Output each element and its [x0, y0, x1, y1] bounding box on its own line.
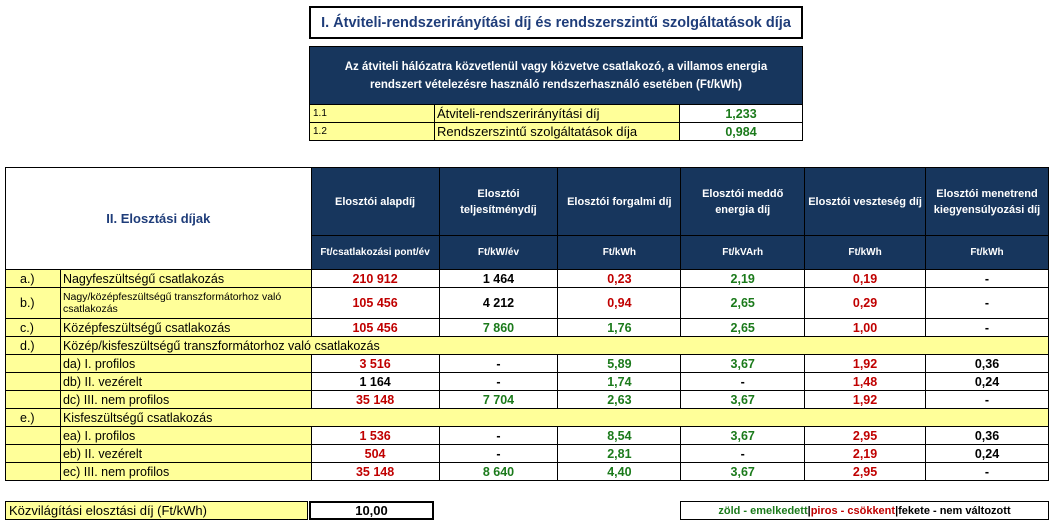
section-label: Kisfeszültségű csatlakozás [60, 409, 1048, 427]
row-name: Nagyfeszültségű csatlakozás [60, 270, 311, 288]
page-title: I. Átviteli-rendszerirányítási díj és rendszerszintű szolgáltatások díja [309, 6, 803, 39]
fee-value: 2,63 [558, 391, 681, 409]
fee-value: 0,19 [805, 270, 926, 288]
distribution-table [5, 167, 1049, 481]
fee-value: 1,76 [558, 319, 681, 337]
fee-value: - [925, 319, 1048, 337]
fee-value: 2,19 [805, 445, 926, 463]
column-unit: Ft/csatlakozási pont/év [311, 236, 439, 270]
table-row [6, 427, 1049, 445]
row-value: 0,984 [680, 123, 803, 141]
fee-value: 0,23 [558, 270, 681, 288]
row-name: Középfeszültségű csatlakozás [60, 319, 311, 337]
fee-value: 7 704 [439, 391, 558, 409]
row-code [6, 391, 61, 409]
row-code [6, 445, 61, 463]
fee-value: 0,29 [805, 288, 926, 319]
row-name: dc) III. nem profilos [60, 391, 311, 409]
legend-black: fekete - nem változott [898, 504, 1011, 517]
fee-value: - [439, 427, 558, 445]
fee-value: 0,24 [925, 373, 1048, 391]
fee-value: 3 516 [311, 355, 439, 373]
fee-value: 8 640 [439, 463, 558, 481]
fee-value: 3,67 [681, 427, 805, 445]
column-header: Elosztói teljesítménydíj [439, 168, 558, 236]
table-row [6, 355, 1049, 373]
fee-value: 2,81 [558, 445, 681, 463]
row-name: ec) III. nem profilos [60, 463, 311, 481]
table-row [6, 373, 1049, 391]
row-code: e.) [6, 409, 61, 427]
row-name: Nagy/középfeszültségű transzformátorhoz való csatlakozás [60, 288, 311, 319]
row-name: ea) I. profilos [60, 427, 311, 445]
fee-value: 7 860 [439, 319, 558, 337]
fee-value: 0,94 [558, 288, 681, 319]
fee-value: - [681, 445, 805, 463]
fee-value: 35 148 [311, 391, 439, 409]
row-label: Átviteli-rendszerirányítási díj [435, 105, 680, 123]
fee-value: 1,48 [805, 373, 926, 391]
fee-value: 1,92 [805, 355, 926, 373]
column-header: Elosztói alapdíj [311, 168, 439, 236]
row-number: 1.1 [310, 105, 435, 123]
column-unit: Ft/kWh [558, 236, 681, 270]
fee-value: - [439, 355, 558, 373]
fee-value: 0,24 [925, 445, 1048, 463]
fee-value: 105 456 [311, 319, 439, 337]
row-code: b.) [6, 288, 61, 319]
fee-value: 1,74 [558, 373, 681, 391]
table-row [310, 105, 803, 123]
fee-value: 1,00 [805, 319, 926, 337]
column-unit: Ft/kVArh [681, 236, 805, 270]
table-row [6, 463, 1049, 481]
table-row [6, 445, 1049, 463]
fee-value: 2,65 [681, 319, 805, 337]
distribution-corner-title: II. Elosztási díjak [6, 168, 312, 270]
column-header: Elosztói veszteség díj [805, 168, 926, 236]
table-row [6, 319, 1049, 337]
street-light-label: Közvilágítási elosztási díj (Ft/kWh) [5, 501, 308, 520]
column-header: Elosztói menetrend kiegyensúlyozási díj [925, 168, 1048, 236]
column-header: Elosztói forgalmi díj [558, 168, 681, 236]
row-code [6, 427, 61, 445]
row-name: db) II. vezérelt [60, 373, 311, 391]
fee-value: 0,36 [925, 355, 1048, 373]
fee-value: 2,95 [805, 463, 926, 481]
row-code [6, 463, 61, 481]
fee-value: - [925, 270, 1048, 288]
legend-separator: | [895, 504, 899, 517]
section-row [6, 409, 1049, 427]
fee-value: 1 464 [439, 270, 558, 288]
fee-value: 4,40 [558, 463, 681, 481]
legend-separator: | [807, 504, 811, 517]
fee-value: - [925, 463, 1048, 481]
fee-value: 0,36 [925, 427, 1048, 445]
transmission-table [309, 46, 803, 141]
section-label: Közép/kisfeszültségű transzformátorhoz való csatlakozás [60, 337, 1048, 355]
row-name: da) I. profilos [60, 355, 311, 373]
column-unit: Ft/kWh [925, 236, 1048, 270]
legend-red: piros - csökkent [810, 504, 896, 517]
fee-value: 3,67 [681, 391, 805, 409]
fee-value: - [681, 373, 805, 391]
legend-green: zöld - emelkedett [718, 504, 808, 517]
section-row [6, 337, 1049, 355]
street-light-value: 10,00 [309, 501, 434, 520]
fee-value: 35 148 [311, 463, 439, 481]
column-header: Elosztói meddő energia díj [681, 168, 805, 236]
row-value: 1,233 [680, 105, 803, 123]
table-row [6, 391, 1049, 409]
row-name: eb) II. vezérelt [60, 445, 311, 463]
fee-value: 504 [311, 445, 439, 463]
header-row [6, 168, 1049, 236]
fee-value: 2,95 [805, 427, 926, 445]
fee-value: - [925, 288, 1048, 319]
table-row [6, 288, 1049, 319]
column-unit: Ft/kW/év [439, 236, 558, 270]
fee-value: 1 536 [311, 427, 439, 445]
row-label: Rendszerszintű szolgáltatások díja [435, 123, 680, 141]
fee-value: - [925, 391, 1048, 409]
row-code: a.) [6, 270, 61, 288]
row-code [6, 355, 61, 373]
fee-value: 8,54 [558, 427, 681, 445]
fee-value: 3,67 [681, 355, 805, 373]
row-code: c.) [6, 319, 61, 337]
row-number: 1.2 [310, 123, 435, 141]
row-code [6, 373, 61, 391]
transmission-header: Az átviteli hálózatra közvetlenül vagy közvetve csatlakozó, a villamos energia rendszert vételezésre használó rendszerhasználó esetében (Ft/kWh) [310, 47, 803, 105]
fee-value: - [439, 445, 558, 463]
fee-value: 105 456 [311, 288, 439, 319]
fee-value: 2,65 [681, 288, 805, 319]
color-legend [680, 501, 1049, 520]
fee-value: 1 164 [311, 373, 439, 391]
row-code: d.) [6, 337, 61, 355]
fee-value: 2,19 [681, 270, 805, 288]
table-row [310, 123, 803, 141]
fee-value: 4 212 [439, 288, 558, 319]
column-unit: Ft/kWh [805, 236, 926, 270]
fee-value: 3,67 [681, 463, 805, 481]
fee-value: 5,89 [558, 355, 681, 373]
fee-value: 210 912 [311, 270, 439, 288]
fee-value: 1,92 [805, 391, 926, 409]
fee-value: - [439, 373, 558, 391]
table-row [6, 270, 1049, 288]
